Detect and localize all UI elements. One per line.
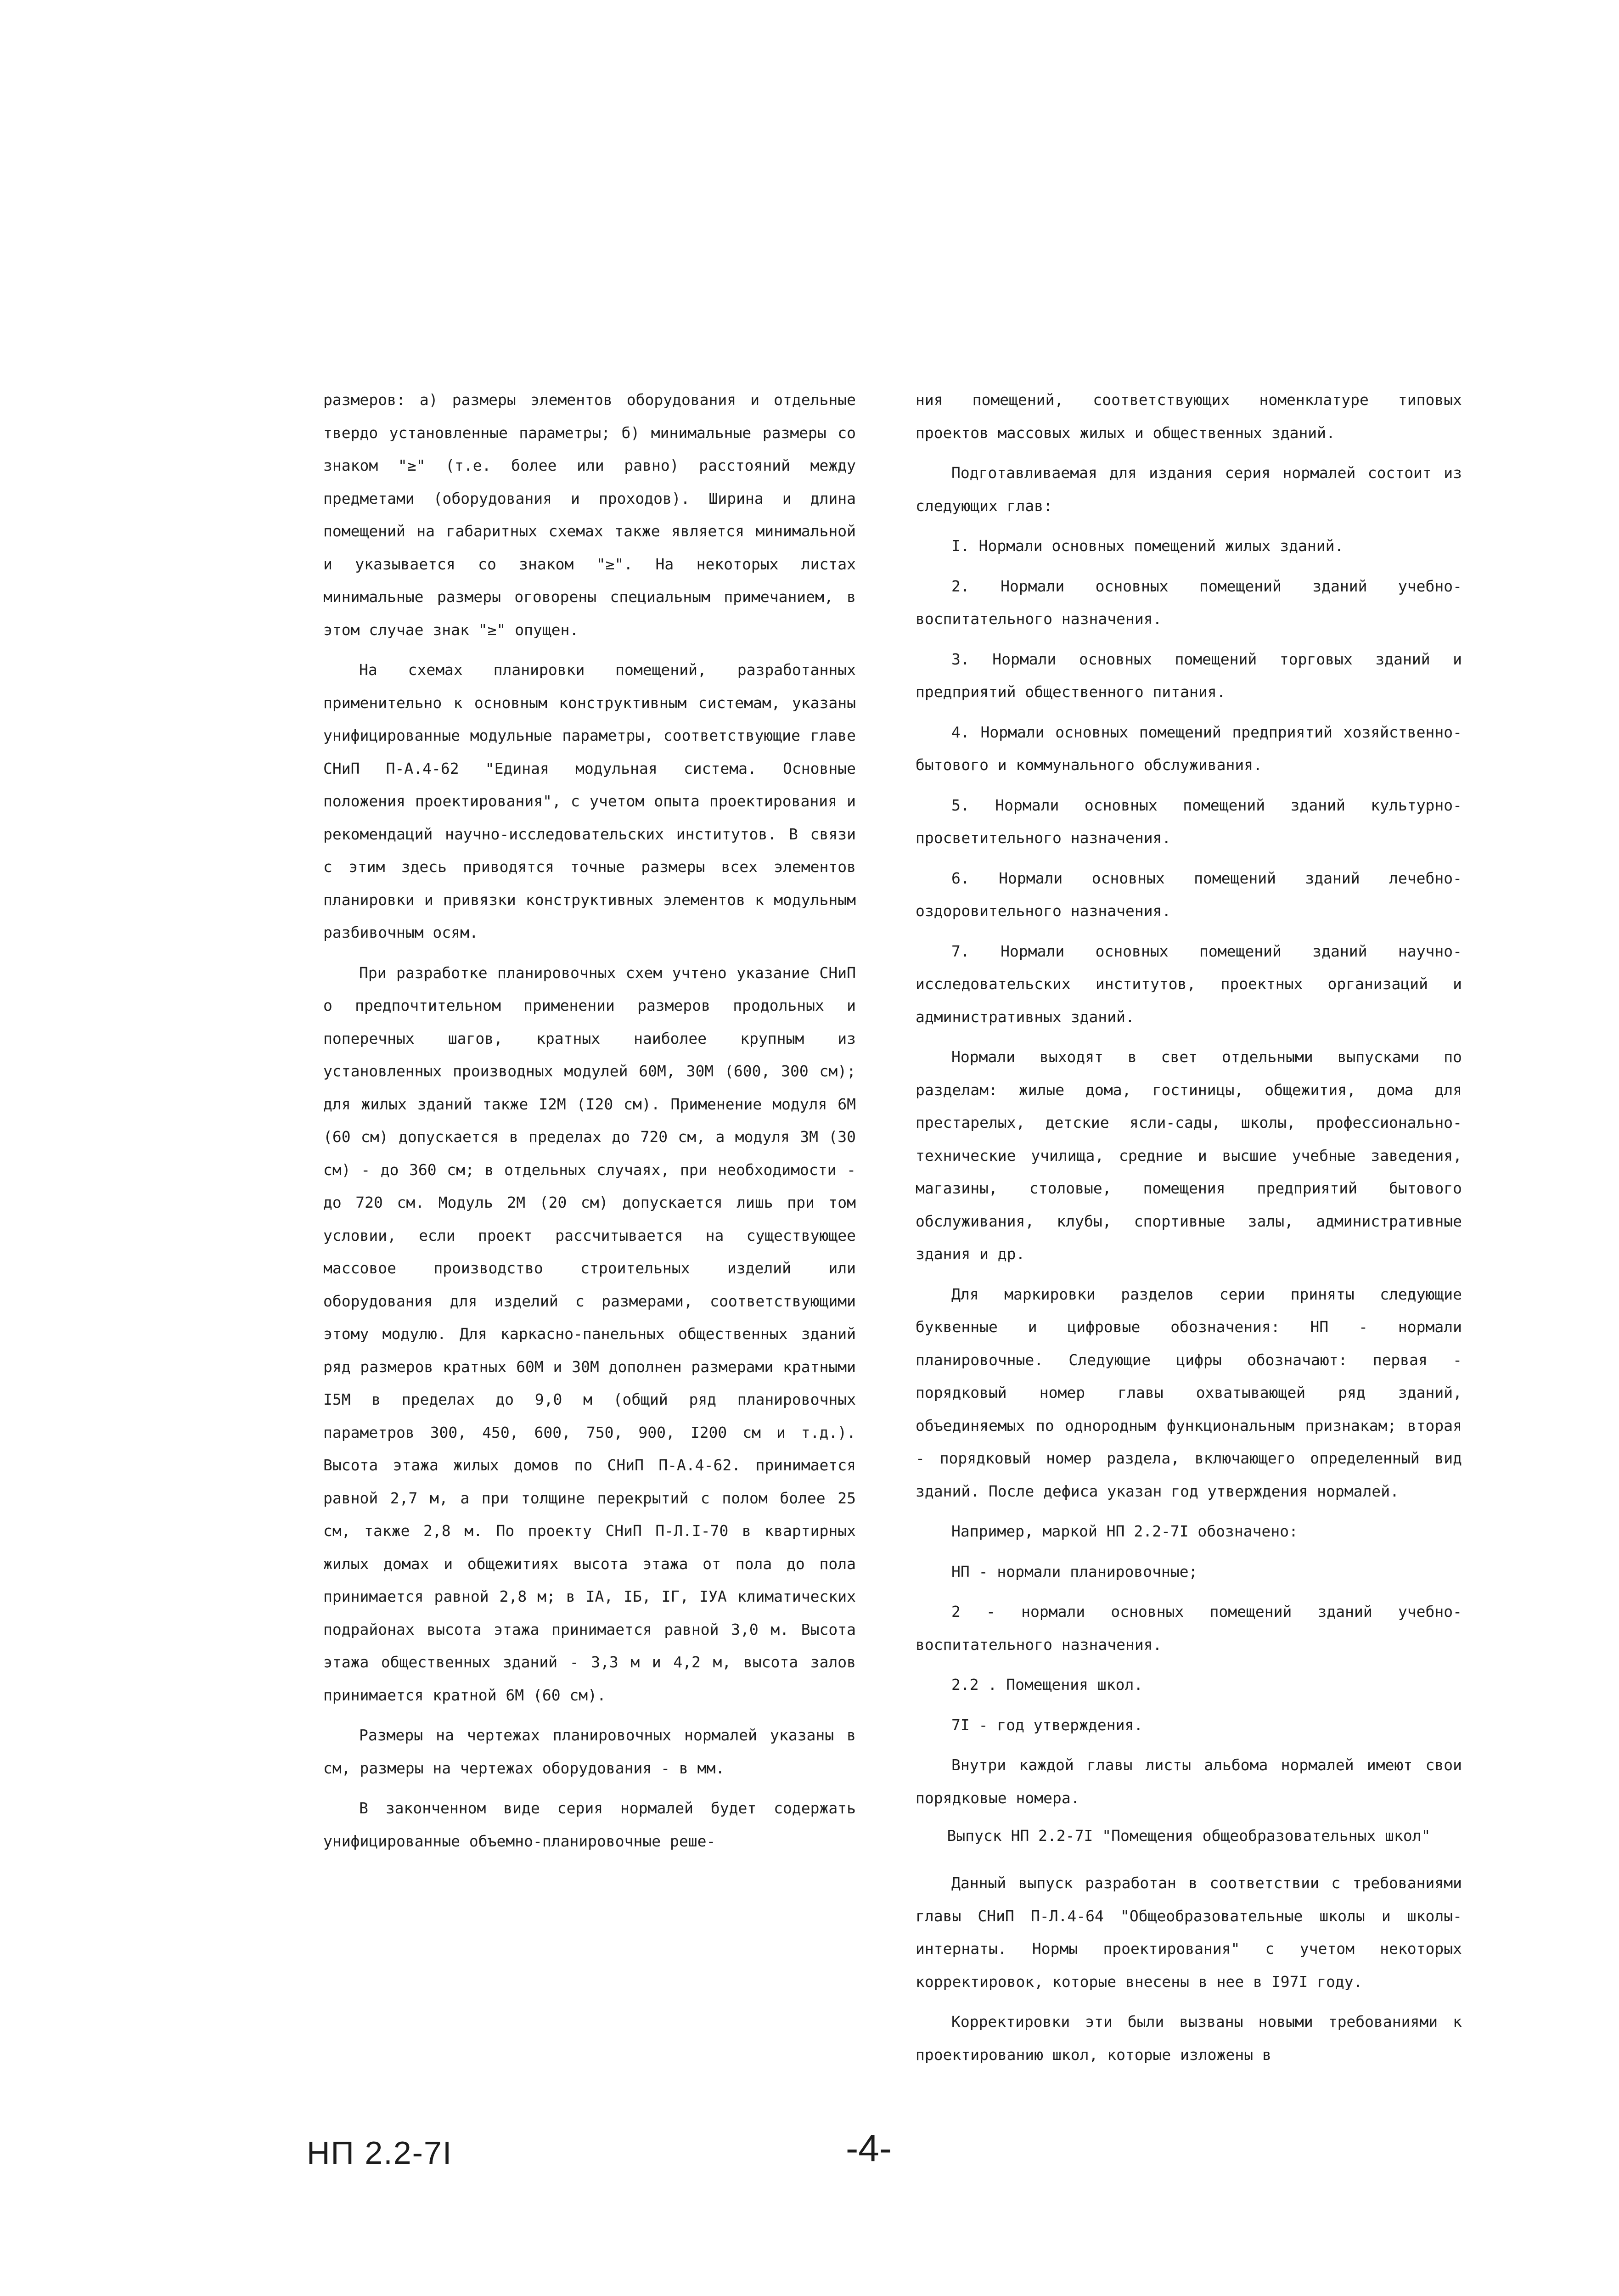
section-heading: Выпуск НП 2.2-7I "Помещения общеобразовательных школ" <box>947 1827 1431 1845</box>
chapter-item: 3. Нормали основных помещений торговых зданий и предприятий общественного питания. <box>916 650 1462 701</box>
chapter-item: 5. Нормали основных помещений зданий культурно-просветительного назначения. <box>916 796 1462 847</box>
right-column <box>916 383 1462 2078</box>
paragraph: 7I - год утверждения. <box>951 1716 1143 1734</box>
paragraph: Для маркировки разделов серии приняты следующие буквенные и цифровые обозначения: НП - нормали планировочные. Следующие цифры обозначают: первая - порядковый номер главы охватывающей ряд зданий, объединяемых по однородным функциональным признакам; вторая - порядковый номер раздела, включающего определенный вид зданий. После дефиса указан год утверждения нормалей. <box>916 1285 1462 1500</box>
paragraph: При разработке планировочных схем учтено указание СНиП о предпочтительном применении размеров продольных и поперечных шагов, кратных наиболее крупным из установленных производных модулей 60М, 30М (600, 300 см); для жилых зданий также I2М (I20 см). Применение модуля 6М (60 см) допускается в пределах до 720 см, а модуля 3М (30 см) - до 360 см; в отдельных случаях, при необходимости - до 720 см. Модуль 2М (20 см) допускается лишь при том условии, если проект рассчитывается на существующее массовое производство строительных изделий или оборудования для изделий с размерами, соответствующими этому модулю. Для каркасно-панельных общественных зданий ряд размеров кратных 60М и 30М дополнен размерами кратными I5М в пределах до 9,0 м (общий ряд планировочных параметров 300, 450, 600, 750, 900, I200 см и т.д.). Высота этажа жилых домов по СНиП П-А.4-62. принимается равной 2,7 м, а при толщине перекрытий с полом более 25 см, также 2,8 м. По проекту СНиП П-Л.I-70 в квартирных жилых домах и общежитиях высота этажа от пола до пола принимается равной 2,8 м; в IА, IБ, IГ, IУА климатических подрайонах высота этажа принимается равной 3,0 м. Высота этажа общественных зданий - 3,3 м и 4,2 м, высота залов принимается кратной 6М (60 см). <box>323 963 856 1704</box>
paragraph: 2.2 . Помещения школ. <box>951 1676 1143 1694</box>
paragraph: ния помещений, соответствующих номенклатуре типовых проектов массовых жилых и общественных зданий. <box>916 391 1462 442</box>
paragraph: Внутри каждой главы листы альбома нормалей имеют свои порядковые номера. <box>916 1756 1462 1807</box>
paragraph: размеров: а) размеры элементов оборудования и отдельные твердо установленные параметры; б) минимальные размеры со знаком "≥" (т.е. более или равно) расстояний между предметами (оборудования и проходов). Ширина и длина помещений на габаритных схемах также является минимальной и указывается со знаком "≥". На некоторых листах минимальные размеры оговорены специальным примечанием, в этом случае знак "≥" опущен. <box>323 391 856 639</box>
paragraph: Данный выпуск разработан в соответствии с требованиями главы СНиП П-Л.4-64 "Общеобразовательные школы и школы-интернаты. Нормы проектирования" с учетом некоторых корректировок, которые внесены в нее в I97I году. <box>916 1874 1462 1991</box>
document-code: НП 2.2-7I <box>307 2135 453 2171</box>
page-number: -4- <box>846 2127 892 2169</box>
paragraph: 2 - нормали основных помещений зданий учебно-воспитательного назначения. <box>916 1603 1462 1654</box>
paragraph: Например, маркой НП 2.2-7I обозначено: <box>951 1522 1298 1540</box>
chapter-item: 4. Нормали основных помещений предприятий хозяйственно-бытового и коммунального обслуживания. <box>916 723 1462 774</box>
left-column <box>323 383 856 1865</box>
paragraph: В законченном виде серия нормалей будет содержать унифицированные объемно-планировочные реше- <box>323 1799 856 1850</box>
chapter-item: I. Нормали основных помещений жилых зданий. <box>951 537 1344 555</box>
paragraph: Подготавливаемая для издания серия нормалей состоит из следующих глав: <box>916 464 1462 515</box>
chapter-item: 7. Нормали основных помещений зданий научно-исследовательских институтов, проектных организаций и административных зданий. <box>916 942 1462 1026</box>
paragraph: Корректировки эти были вызваны новыми требованиями к проектированию школ, которые изложены в <box>916 2013 1462 2064</box>
chapter-item: 6. Нормали основных помещений зданий лечебно-оздоровительного назначения. <box>916 869 1462 920</box>
paragraph: Размеры на чертежах планировочных нормалей указаны в см, размеры на чертежах оборудования - в мм. <box>323 1726 856 1777</box>
paragraph: На схемах планировки помещений, разработанных применительно к основным конструктивным системам, указаны унифицированные модульные параметры, соответствующие главе СНиП П-А.4-62 "Единая модульная система. Основные положения проектирования", с учетом опыта проектирования и рекомендаций научно-исследовательских институтов. В связи с этим здесь приводятся точные размеры всех элементов планировки и привязки конструктивных элементов к модульным разбивочным осям. <box>323 661 856 941</box>
paragraph: Нормали выходят в свет отдельными выпусками по разделам: жилые дома, гостиницы, общежития, дома для престарелых, детские ясли-сады, школы, профессионально-технические училища, средние и высшие учебные заведения, магазины, столовые, помещения предприятий бытового обслуживания, клубы, спортивные залы, административные здания и др. <box>916 1048 1462 1263</box>
chapter-item: 2. Нормали основных помещений зданий учебно-воспитательного назначения. <box>916 577 1462 628</box>
paragraph: НП - нормали планировочные; <box>951 1562 1198 1581</box>
